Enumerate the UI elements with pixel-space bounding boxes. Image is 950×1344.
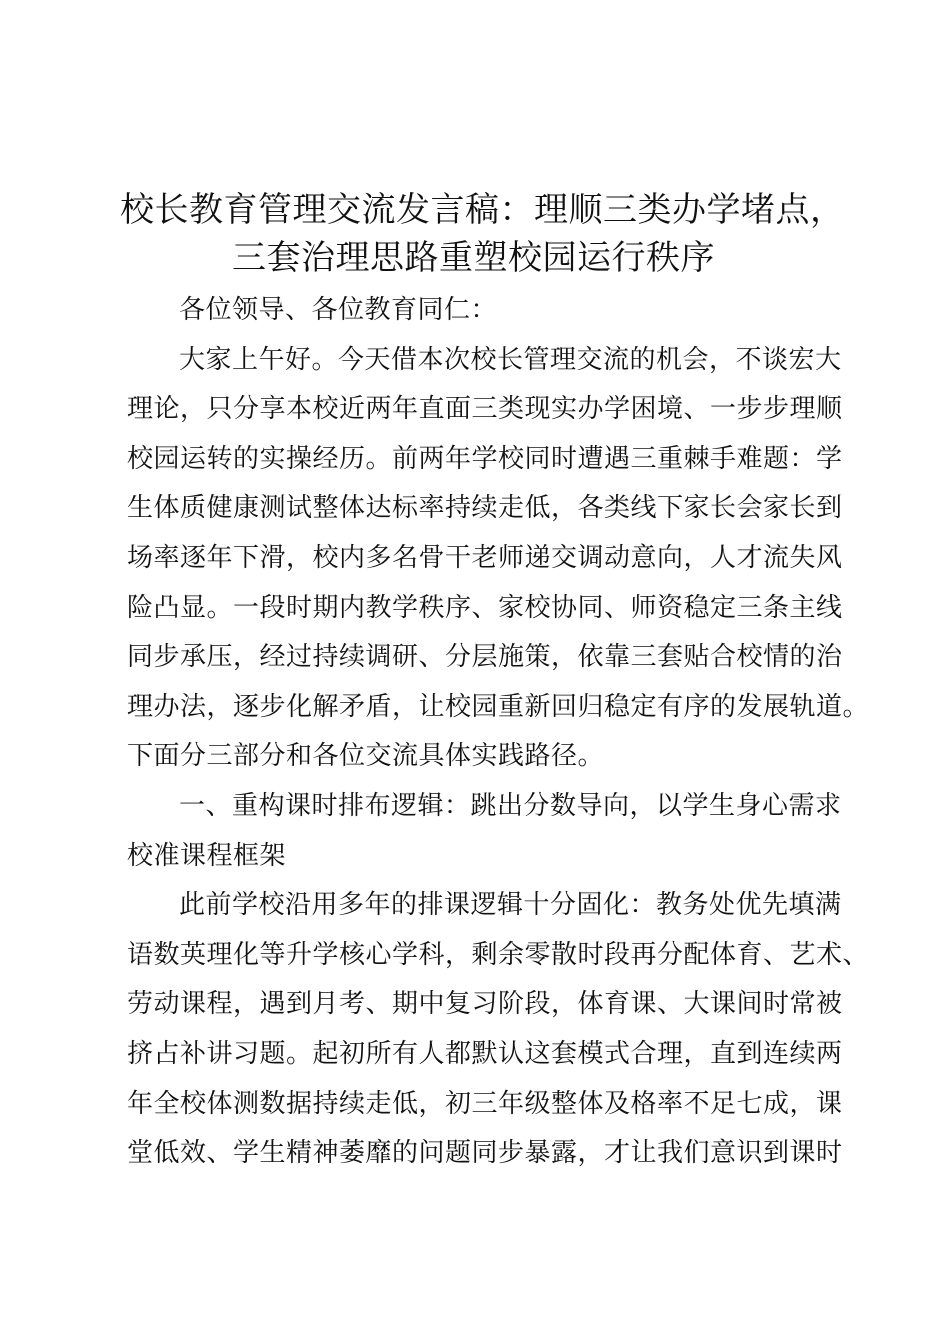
paragraph-line: 同步承压，经过持续调研、分层施策，依靠三套贴合校情的治 [127,642,843,673]
salutation: 各位领导、各位教育同仁： [179,295,498,325]
paragraph-line: 下面分三部分和各位交流具体实践路径。 [127,741,605,772]
paragraph-line: 理办法，逐步化解矛盾，让校园重新回归稳定有序的发展轨道。 [127,691,870,722]
document-body [127,286,870,1179]
paragraph-line: 险凸显。一段时期内教学秩序、家校协同、师资稳定三条主线 [127,592,843,623]
paragraph-line: 语数英理化等升学核心学科，剩余零散时段再分配体育、艺术、 [127,939,870,970]
paragraph-line: 场率逐年下滑，校内多名骨干老师递交调动意向，人才流失风 [127,542,843,573]
paragraph-line: 此前学校沿用多年的排课逻辑十分固化：教务处优先填满 [179,890,842,921]
paragraph-line: 挤占补讲习题。起初所有人都默认这套模式合理，直到连续两 [127,1038,843,1069]
paragraph-line: 年全校体测数据持续走低，初三年级整体及格率不足七成，课 [127,1088,843,1119]
paragraph-line: 理论，只分享本校近两年直面三类现实办学困境、一步步理顺 [127,394,843,425]
paragraph-line: 堂低效、学生精神萎靡的问题同步暴露，才让我们意识到课时 [127,1138,843,1169]
section-heading-line: 校准课程框架 [127,840,287,871]
paragraph-line: 劳动课程，遇到月考、期中复习阶段，体育课、大课间时常被 [127,989,843,1020]
section-heading-line: 一、重构课时排布逻辑：跳出分数导向，以学生身心需求 [179,790,842,821]
paragraph-line: 大家上午好。今天借本次校长管理交流的机会，不谈宏大 [179,344,842,375]
document-title-line-2: 三套治理思路重塑校园运行秩序 [232,238,715,278]
paragraph-line: 生体质健康测试整体达标率持续走低，各类线下家长会家长到 [127,493,843,524]
paragraph-line: 校园运转的实操经历。前两年学校同时遭遇三重棘手难题：学 [127,443,843,474]
document-title-line-1: 校长教育管理交流发言稿：理顺三类办学堵点， [120,190,845,230]
